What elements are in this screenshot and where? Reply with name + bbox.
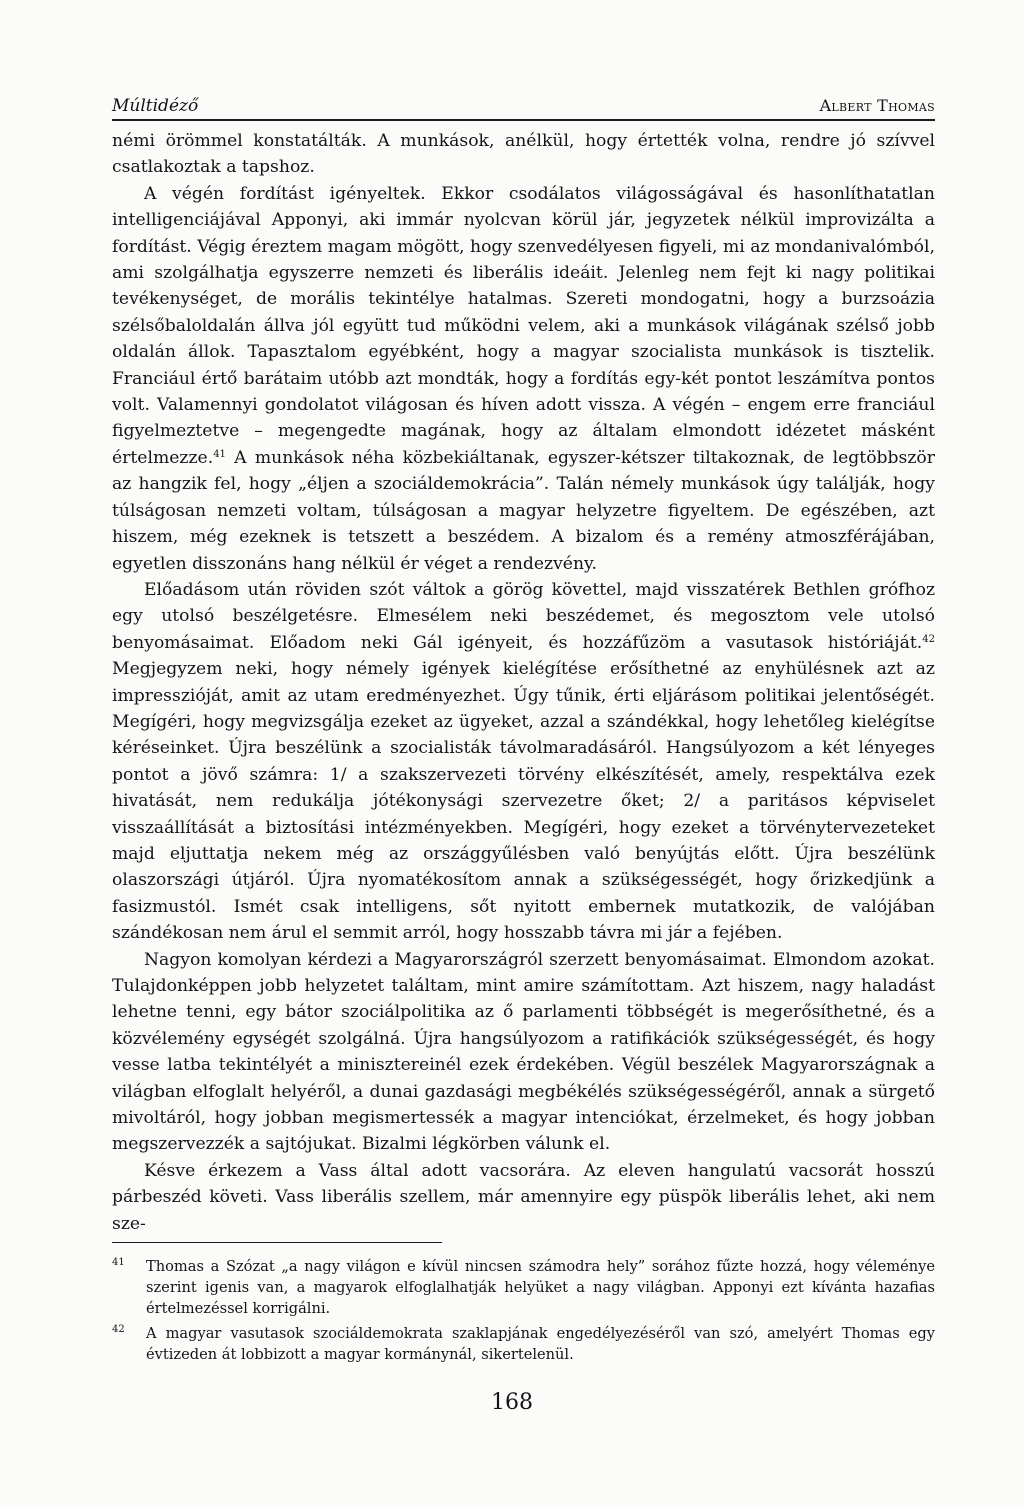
paragraph [112, 1158, 935, 1237]
footnote-text: A magyar vasutasok szociáldemokrata szaklapjának engedélyezéséről van szó, amelyért Thomas egy évtizeden át lobbizott a magyar kormánynál, sikertelenül. [146, 1325, 935, 1363]
paragraph [112, 128, 935, 181]
footnote-reference[interactable]: 41 [213, 448, 226, 460]
paragraph [112, 947, 935, 1158]
journal-title: Múltidéző [112, 96, 199, 116]
paragraph-text: Nagyon komolyan kérdezi a Magyarországról szerzett benyomásaimat. Elmondom azokat. Tulajdonképpen jobb helyzetet találtam, mint amire számítottam. Azt hiszem, nagy haladást lehetne tenni, egy bátor szociálpolitika az ő parlamenti többségét is megerősíthetné, és a közvélemény egységét szolgálná. Újra hangsúlyozom a ratifikációk szükségességét, és hogy vesse latba tekintélyét a minisztereinél ezek érdekében. Végül beszélek Magyarországnak a világban elfoglalt helyéről, a dunai gazdasági megbékélés szükségességéről, annak a sürgető mivoltáról, hogy jobban megismertessék a magyar intenciókat, érzelmeket, és hogy jobban megszervezzék a sajtójukat. Bizalmi légkörben válunk el. [112, 949, 935, 1155]
footnote-number: 42 [112, 1324, 125, 1335]
footnote-reference[interactable]: 42 [922, 633, 935, 645]
header-rule [112, 119, 935, 121]
footnote-separator [112, 1242, 442, 1243]
footnote [112, 1256, 935, 1319]
paragraph-text: Megjegyzem neki, hogy némely igények kielégítése erősíthetné az enyhülésnek azt az impresszióját, amit az utam eredményezhet. Úgy tűnik, érti eljárásom politikai jelentőségét. Megígéri, hogy megvizsgálja ezeket az ügyeket, azzal a szándékkal, hogy lehetőleg kielégítse kéréseinket. Újra beszélünk a szocialisták távolmaradásáról. Hangsúlyozom a két lényeges pontot a jövő számra: 1/ a szakszervezeti törvény elkészítését, amely, respektálva ezek hivatását, nem redukálja jótékonysági szervezetre őket; 2/ a paritásos képviselet visszaállítását a biztosítási intézményekben. Megígéri, hogy ezeket a törvénytervezeteket majd eljuttatja nekem még az országgyűlésben való benyújtás előtt. Újra beszélünk olaszországi útjáról. Újra nyomatékosítom annak a szükségességét, hogy őrizkedjünk a fasizmustól. Ismét csak intelligens, sőt nyitott embernek mutatkozik, de valójában szándékosan nem árul el semmit arról, hogy hosszabb távra mi jár a fejében. [112, 659, 935, 944]
paragraph [112, 577, 935, 947]
paragraph-text: A végén fordítást igényeltek. Ekkor csodálatos világosságával és hasonlíthatatlan intelligenciájával Apponyi, aki immár nyolcvan körül jár, jegyzetek nélkül improvizálta a fordítást. Végig éreztem magam mögött, hogy szenvedélyesen figyeli, mi az mondanivalómból, ami szolgálhatja egyszerre nemzeti és liberális ideáit. Jelenleg nem fejt ki nagy politikai tevékenységet, de morális tekintélye hatalmas. Szereti mondogatni, hogy a burzsoázia szélsőbaloldalán állva jól együtt tud működni velem, aki a munkások világának szélső jobb oldalán állok. Tapasztalom egyébként, hogy a magyar szocialista munkások is tisztelik. Franciául értő barátaim utóbb azt mondták, hogy a fordítás egy-két pontot leszámítva pontos volt. Valamennyi gondolatot világosan és híven adott vissza. A végén – engem erre franciául figyelmeztetve – megengedte magának, hogy az általam elmondott idézetet másként értelmezze. [112, 183, 935, 468]
paragraph [112, 181, 935, 577]
paragraph-text: némi örömmel konstatálták. A munkások, anélkül, hogy értették volna, rendre jó szívvel csatlakoztak a tapshoz. [112, 131, 935, 178]
footnotes [112, 1256, 935, 1369]
footnote [112, 1323, 935, 1365]
paragraph-text: Előadásom után röviden szót váltok a görög követtel, majd visszatérek Bethlen grófhoz egy utolsó beszélgetésre. Elmesélem neki beszédemet, és megosztom vele utolsó benyomásaimat. Előadom neki Gál igényeit, és hozzáfűzöm a vasutasok históriáját. [112, 579, 935, 653]
running-header [112, 94, 935, 122]
body-text [112, 128, 935, 1237]
page-number: 168 [491, 1390, 533, 1415]
footnote-text: Thomas a Szózat „a nagy világon e kívül nincsen számodra hely” sorához fűzte hozzá, hogy véleménye szerint igenis van, a magyarok elfoglalhatják helyüket a nagy világban. Apponyi ezt kívánta hazafias értelmezéssel korrigálni. [146, 1258, 935, 1317]
paragraph-text: Késve érkezem a Vass által adott vacsorára. Az eleven hangulatú vacsorát hosszú párbeszéd követi. Vass liberális szellem, már amennyire egy püspök liberális lehet, aki nem sze- [112, 1160, 935, 1234]
article-author: Albert Thomas [819, 96, 935, 115]
paragraph-text: A munkások néha közbekiáltanak, egyszer-kétszer tiltakoznak, de legtöbbször az hangzik fel, hogy „éljen a szociáldemokrácia”. Talán némely munkások úgy találják, hogy túlságosan nemzeti voltam, túlságosan a magyar helyzetre figyeltem. De egészében, azt hiszem, még ezeknek is tetszett a beszédem. A bizalom és a remény atmoszférájában, egyetlen disszonáns hang nélkül ér véget a rendezvény. [112, 447, 935, 574]
footnote-number: 41 [112, 1257, 125, 1268]
